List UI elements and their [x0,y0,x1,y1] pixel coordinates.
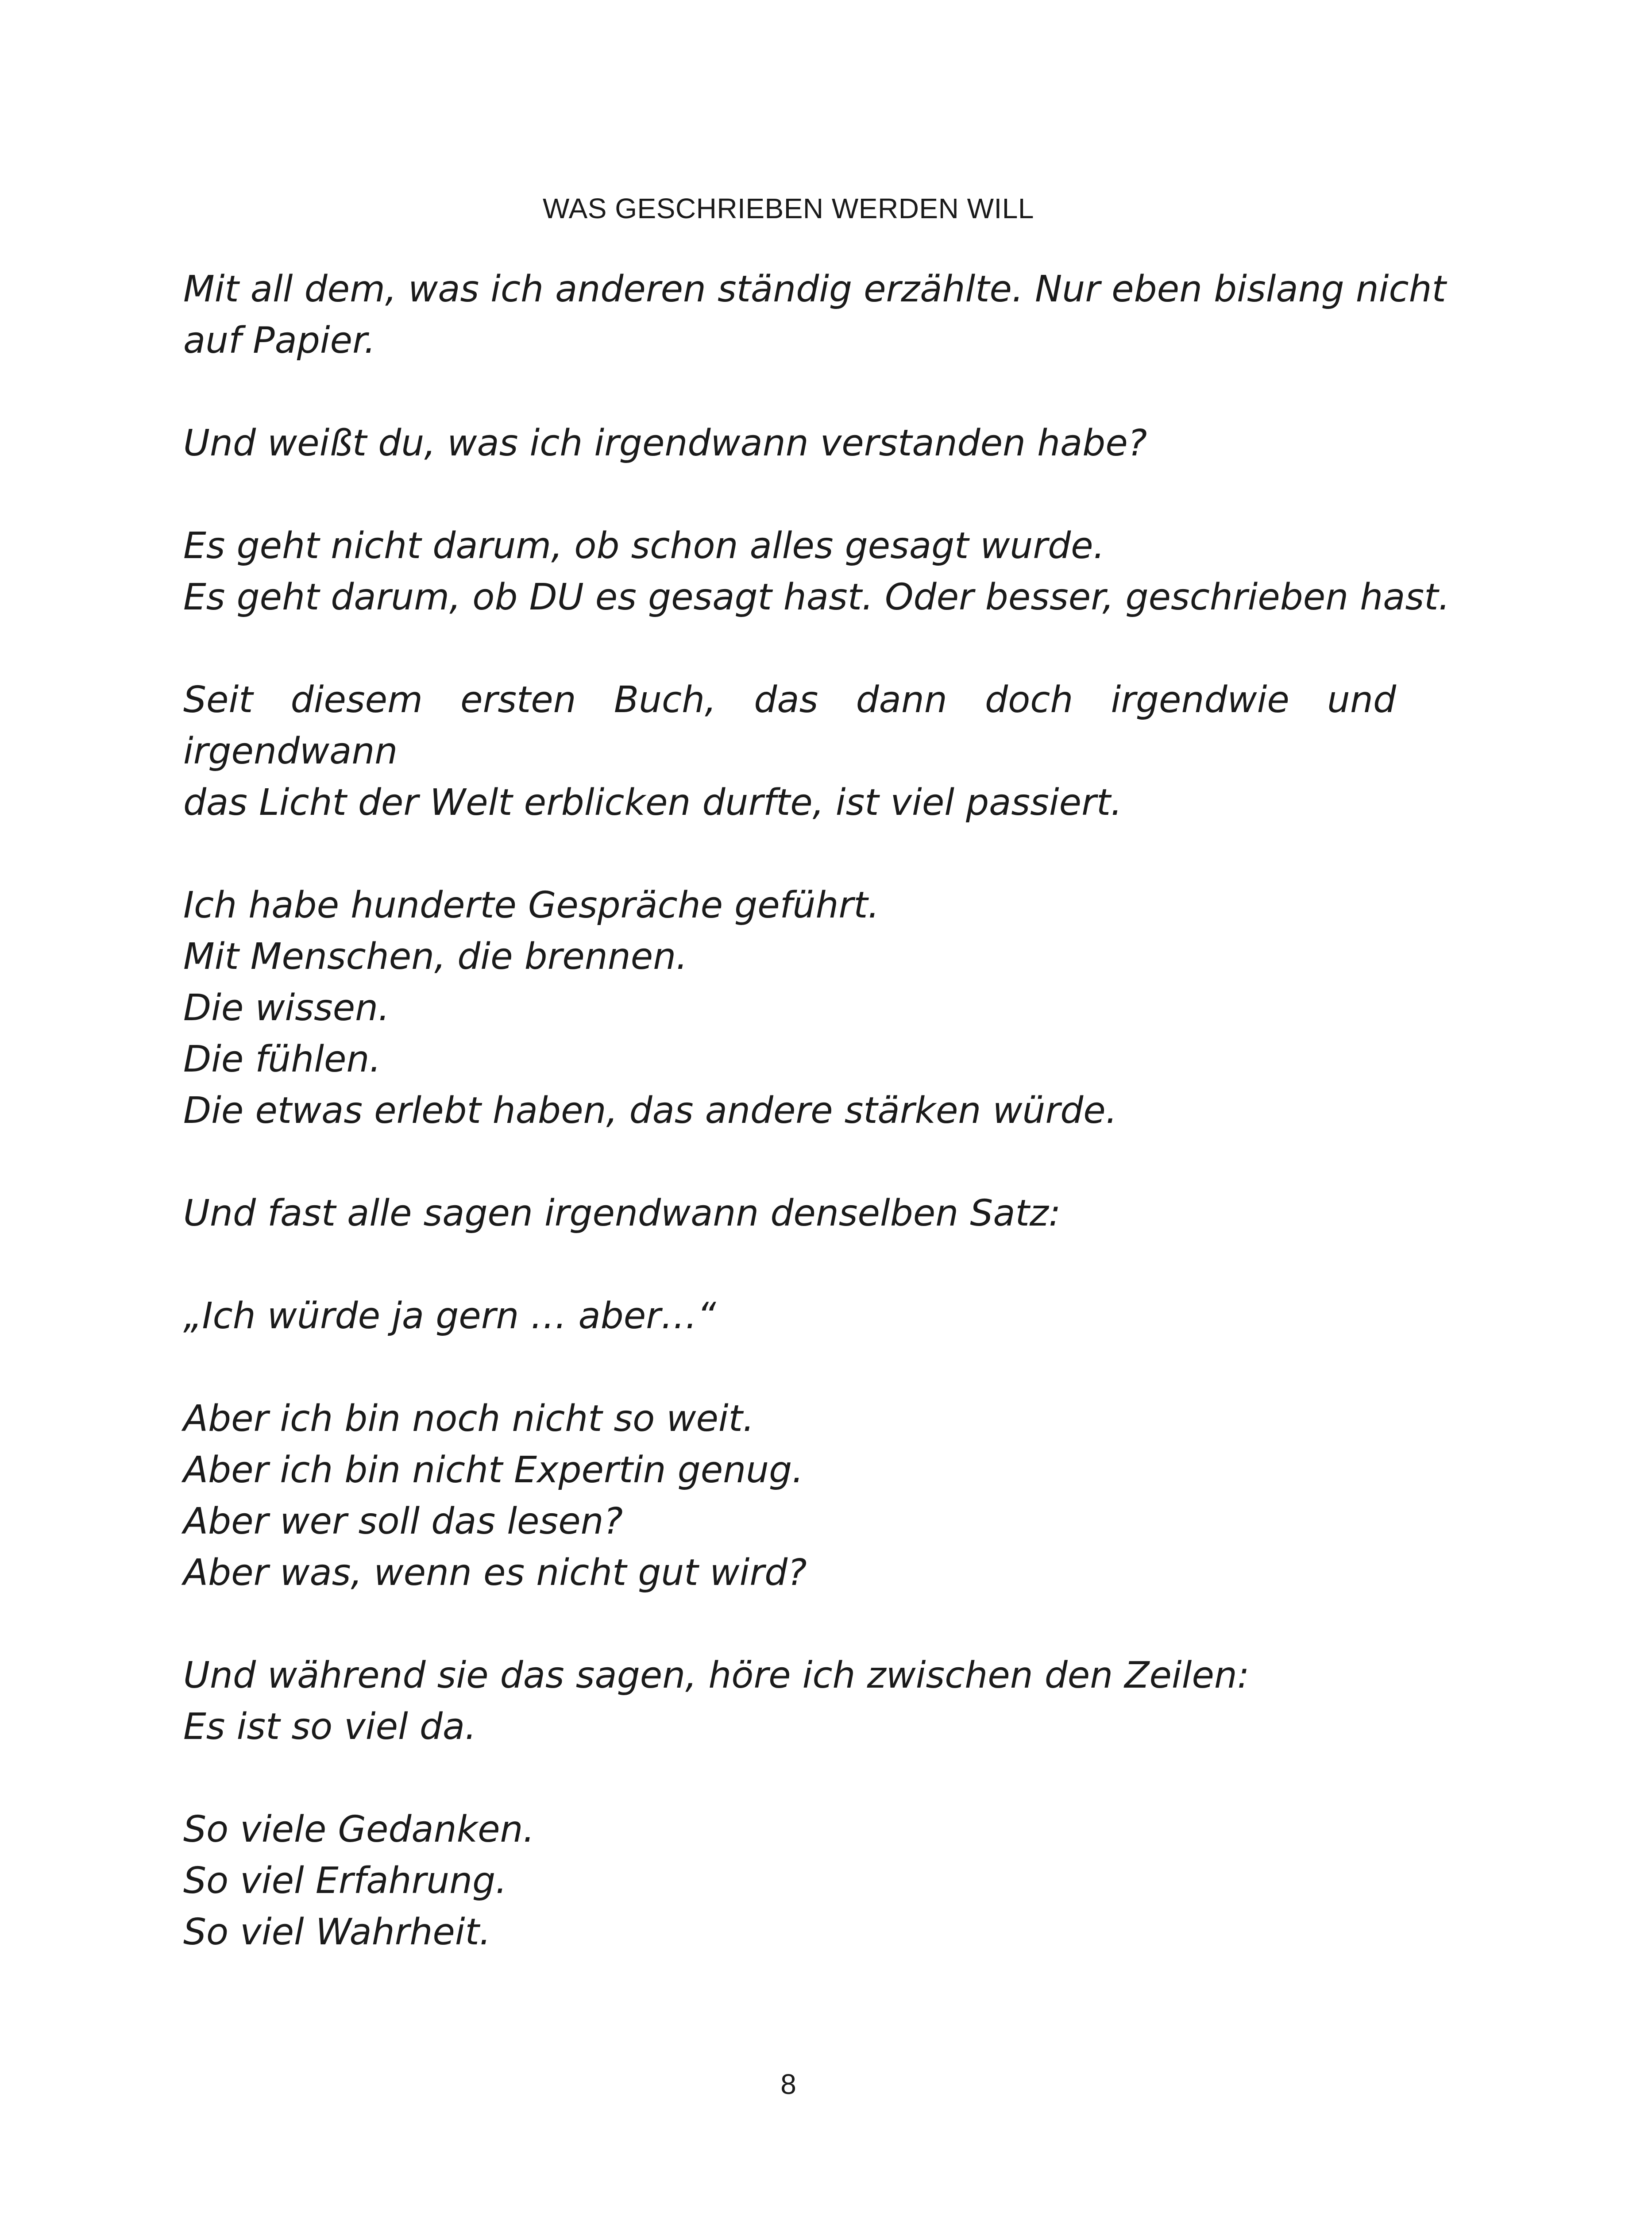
running-header-title: WAS GESCHRIEBEN WERDEN WILL [543,193,1034,224]
text-line: Aber was, wenn es nicht gut wird? [183,1552,807,1594]
text-line: Mit Menschen, die brennen. [183,936,688,978]
text-line: Mit all dem, was ich anderen ständig erzählte. Nur eben bislang nicht [183,268,1446,310]
text-line: Seit diesem ersten Buch, das dann doch irgendwie und irgendwann [183,679,1396,772]
text-line: Und fast alle sagen irgendwann denselben Satz: [183,1192,1061,1234]
paragraph-1 [183,264,1446,366]
paragraph-8 [183,1393,1396,1599]
paragraph-9 [183,1650,1396,1753]
text-line: Ich habe hunderte Gespräche geführt. [183,884,880,926]
paragraph-6 [183,1188,1396,1239]
text-line: Aber ich bin nicht Expertin genug. [183,1449,804,1491]
text-line: auf Papier. [183,320,376,362]
text-line: Die fühlen. [183,1038,381,1080]
paragraph-3 [183,520,1450,623]
text-line: das Licht der Welt erblicken durfte, ist viel passiert. [183,782,1123,824]
text-line: Und während sie das sagen, höre ich zwischen den Zeilen: [183,1654,1250,1696]
paragraph-10 [183,1804,1396,1958]
text-line: „Ich würde ja gern … aber…“ [183,1295,716,1337]
text-line: So viel Erfahrung. [183,1860,507,1902]
text-line: Es geht nicht darum, ob schon alles gesagt wurde. [183,525,1105,567]
body-text [183,264,1450,1958]
text-line: Aber wer soll das lesen? [183,1500,623,1542]
paragraph-7-quote [183,1291,1396,1342]
page-number: 8 [780,2068,796,2100]
paragraph-4 [183,675,1396,829]
text-line: Die wissen. [183,987,390,1029]
text-line: So viel Wahrheit. [183,1911,491,1953]
text-line: So viele Gedanken. [183,1808,535,1851]
text-line: Aber ich bin noch nicht so weit. [183,1398,754,1440]
text-line: Und weißt du, was ich irgendwann verstanden habe? [183,422,1147,464]
text-line: Es geht darum, ob DU es gesagt hast. Oder besser, geschrieben hast. [183,576,1450,618]
paragraph-2 [183,418,1396,469]
text-line: Es ist so viel da. [183,1706,477,1748]
paragraph-5 [183,880,1396,1137]
text-line: Die etwas erlebt haben, das andere stärken würde. [183,1090,1117,1132]
